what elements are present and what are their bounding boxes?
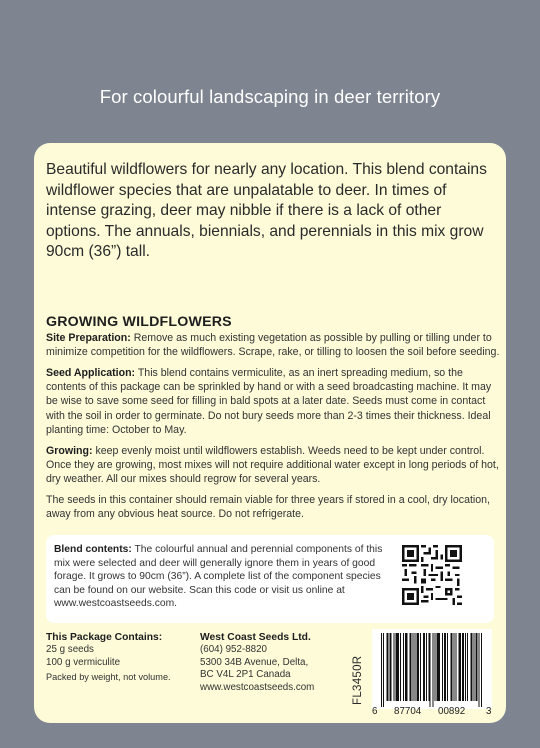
barcode-bar	[432, 633, 433, 707]
package-contents-title: This Package Contains:	[46, 632, 163, 643]
blend-paragraph	[54, 543, 386, 611]
package-contents	[46, 632, 206, 684]
seed-application-label: Seed Application:	[46, 367, 136, 380]
barcode-bar	[398, 633, 399, 701]
barcode-bar	[409, 633, 410, 701]
company-website: www.westcoastseeds.com	[200, 681, 315, 693]
barcode-bar	[429, 633, 430, 707]
barcode-last-digit: 3	[486, 706, 492, 717]
company-phone: (604) 952-8820	[200, 644, 267, 656]
barcode-bar	[400, 633, 401, 701]
barcode-bar	[387, 633, 388, 701]
tagline: For colourful landscaping in deer territory	[99, 86, 441, 107]
info-panel	[34, 143, 506, 723]
barcode-bar	[442, 633, 443, 701]
sku-code: FL3450R	[352, 655, 364, 705]
barcode-bar	[438, 633, 439, 701]
site-preparation-label: Site Preparation:	[46, 332, 131, 345]
growing-label: Growing:	[46, 444, 93, 457]
barcode-bar	[426, 633, 427, 701]
barcode-bar	[389, 633, 390, 701]
blend-text: The colourful annual and perennial components of this mix were selected and deer will generally ignore them in years of good forage. It grows to 90cm (36”). A complete list of the component species can be found on our website. Scan this code or visit us online at www.westcoastseeds.com.	[54, 544, 383, 610]
barcode-bar	[463, 633, 464, 701]
site-preparation-text: Remove as much existing vegetation as possible by pulling or tilling under to minimize competition for the wildflowers. Scrape, rake, or tilling to loosen the soil before seeding.	[46, 332, 500, 359]
barcode-bar	[403, 633, 404, 701]
barcode-bar	[473, 633, 474, 701]
company-address-line2: BC V4L 2P1 Canada	[200, 669, 291, 681]
barcode-bar	[423, 633, 424, 701]
barcode-bar	[460, 633, 461, 701]
company-name: West Coast Seeds Ltd.	[200, 632, 311, 643]
storage-paragraph: The seeds in this container should remain viable for three years if stored in a cool, dry location, away from any obvious heat source. Do not refrigerate.	[46, 494, 490, 521]
blend-box	[46, 535, 494, 623]
barcode-bar	[456, 633, 457, 701]
barcode-bar	[424, 633, 425, 701]
seed-application-paragraph	[46, 366, 504, 436]
growing-heading: GROWING WILDFLOWERS	[46, 314, 232, 330]
barcode-bar	[444, 633, 445, 701]
barcode-bar	[418, 633, 419, 701]
barcode-bar	[435, 633, 436, 701]
seed-application-text: This blend contains vermiculite, as an inert spreading medium, so the contents of this package can be sprinkled by hand or with a seed broadcasting machine. It may be wise to save some seed for filling in bald spots at a later date. Seeds must come in contact with the soil in order to germinate. Do not bury seeds more than 2-3 times their thickness. Ideal planting time: October to May.	[46, 367, 492, 436]
growing-text: keep evenly moist until wildflowers establish. Weeds need to be kept under control. Once they are growing, most mixes will not require additional water except in long periods of hot, dry weather. All our mixes should regrow for several years.	[46, 444, 499, 485]
barcode-bar	[453, 633, 454, 701]
barcode-bar	[405, 633, 406, 701]
barcode-bar	[479, 633, 480, 707]
barcode-first-digit: 6	[372, 706, 378, 717]
barcode-bar	[396, 633, 397, 701]
barcode-group-2: 00892	[438, 706, 466, 717]
barcode-bar	[477, 633, 478, 701]
barcode-bar	[471, 633, 472, 701]
barcode-bar	[415, 633, 416, 701]
barcode-bar	[459, 633, 460, 701]
barcode-bar	[381, 633, 382, 707]
package-note: Packed by weight, not volume.	[46, 672, 171, 683]
package-seeds: 25 g seeds	[46, 644, 94, 656]
company-info	[200, 632, 350, 694]
barcode-bar	[386, 633, 387, 701]
barcode-bar	[451, 633, 452, 701]
barcode-bar	[465, 633, 466, 701]
barcode-bar	[476, 633, 477, 701]
barcode-bar	[428, 633, 429, 701]
barcode-bar	[410, 633, 411, 701]
intro-text: Beautiful wildflowers for nearly any location. This blend contains wildflower species that are unpalatable to deer. In times of intense grazing, deer may nibble if there is a lack of other options. The annuals, biennials, and perennials in this mix grow 90cm (36”) tall.	[46, 161, 487, 260]
barcode-bar	[447, 633, 448, 701]
barcode-bar	[470, 633, 471, 701]
blend-label: Blend contents:	[54, 544, 132, 555]
barcode-bar	[437, 633, 438, 701]
barcode-bar	[413, 633, 414, 701]
qr-code-icon[interactable]	[402, 545, 462, 605]
growing-paragraph	[46, 444, 504, 486]
barcode-bar	[467, 633, 468, 701]
barcode-bar	[420, 633, 421, 701]
barcode-bar	[406, 633, 407, 701]
barcode-bar	[439, 633, 440, 701]
company-address-line1: 5300 34B Avenue, Delta,	[200, 656, 309, 668]
growing-section	[46, 315, 504, 528]
barcode-bar	[417, 633, 418, 701]
site-preparation-paragraph	[46, 331, 504, 359]
barcode-bar	[450, 633, 451, 701]
barcode-bar	[397, 633, 398, 701]
barcode-bar	[394, 633, 395, 701]
barcode-bar	[462, 633, 463, 701]
barcode	[372, 629, 492, 709]
barcode-digits	[372, 706, 492, 718]
barcode-bar	[481, 633, 482, 707]
barcode-group-1: 87704	[394, 706, 422, 717]
barcode-bar	[445, 633, 446, 701]
barcode-bar	[383, 633, 384, 707]
package-vermiculite: 100 g vermiculite	[46, 656, 121, 668]
barcode-bar	[390, 633, 391, 701]
